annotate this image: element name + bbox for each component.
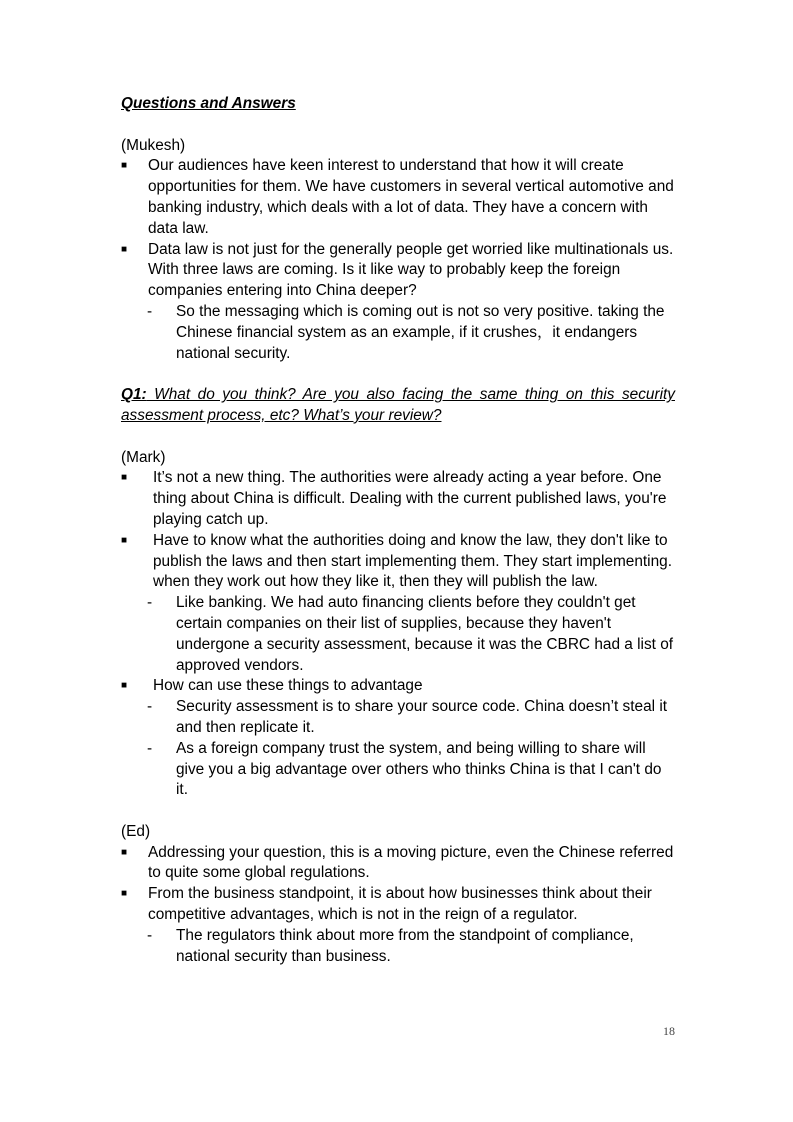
bullet-marker: ■: [121, 888, 128, 900]
bullet-item: [121, 676, 675, 697]
dash-text: As a foreign company trust the system, and being willing to share will give you a big advantage over others who thinks China is that I can't do it.: [176, 739, 662, 799]
dash-item: [121, 593, 675, 676]
page-number: 18: [663, 1024, 675, 1038]
bullet-text: Our audiences have keen interest to understand that how it will create opportunities for them. We have customers in several vertical automotive and banking industry, which deals with a lot of data. They have a concern with data law.: [148, 157, 674, 237]
dash-item: [121, 926, 675, 968]
bullet-text: Data law is not just for the generally people get worried like multinationals us. With three laws are coming. Is it like way to probably keep the foreign companies entering into China deeper?: [148, 240, 674, 300]
bullet-marker: ■: [121, 243, 128, 255]
speaker-label-mukesh: (Mukesh): [121, 136, 186, 154]
spacer: [121, 427, 675, 448]
spacer: [121, 115, 675, 136]
question-text: What do you think? Are you also facing the same thing on this security assessment process, etc? What’s your review?: [121, 386, 675, 424]
dash-marker: -: [147, 594, 153, 612]
bullet-marker: ■: [121, 472, 128, 484]
bullet-item: [121, 843, 675, 885]
bullet-text: Addressing your question, this is a moving picture, even the Chinese referred to quite some global regulations.: [148, 843, 674, 882]
bullet-item: [121, 884, 675, 926]
dash-marker: -: [147, 698, 153, 716]
section-heading: Questions and Answers: [121, 95, 296, 112]
bullet-marker: ■: [121, 534, 128, 546]
dash-marker: -: [147, 926, 153, 944]
bullet-item: [121, 468, 675, 530]
spacer: [121, 801, 675, 822]
dash-item: [121, 739, 675, 801]
bullet-text: How can use these things to advantage: [153, 677, 423, 695]
bullet-text: Have to know what the authorities doing and know the law, they don't like to publish the laws and then start implementing them. They start implementing. when they work out how they like it, then they will publish the law.: [153, 531, 672, 591]
dash-text: Security assessment is to share your source code. China doesn’t steal it and then replicate it.: [176, 698, 668, 736]
dash-item: [121, 697, 675, 739]
speaker-label-ed: (Ed): [121, 822, 151, 840]
bullet-marker: ■: [121, 160, 128, 172]
dash-item: [121, 302, 675, 364]
dash-text: Like banking. We had auto financing clients before they couldn't get certain companies on their list of supplies, because they haven't undergone a security assessment, because it was the CBRC had a list of approved vendors.: [176, 594, 674, 674]
question-q1: [121, 385, 675, 427]
dash-marker: -: [147, 739, 153, 757]
speaker-label-mark: (Mark): [121, 448, 166, 466]
bullet-text: From the business standpoint, it is about how businesses think about their competitive advantages, which is not in the reign of a regulator.: [148, 885, 652, 924]
dash-text: The regulators think about more from the standpoint of compliance, national security than business.: [176, 926, 634, 965]
page-content: [121, 94, 675, 967]
spacer: [121, 364, 675, 385]
bullet-marker: ■: [121, 846, 128, 858]
bullet-item: [121, 240, 675, 302]
dash-marker: -: [147, 302, 153, 320]
bullet-text: It’s not a new thing. The authorities were already acting a year before. One thing about China is difficult. Dealing with the current published laws, you're playing catch up.: [153, 469, 667, 528]
bullet-marker: ■: [121, 680, 128, 692]
bullet-item: [121, 156, 675, 239]
dash-text: So the messaging which is coming out is not so very positive. taking the Chinese financial system as an example, if it crushes，it endangers national security.: [176, 302, 665, 362]
bullet-item: [121, 531, 675, 593]
question-label: Q1:: [121, 386, 147, 404]
